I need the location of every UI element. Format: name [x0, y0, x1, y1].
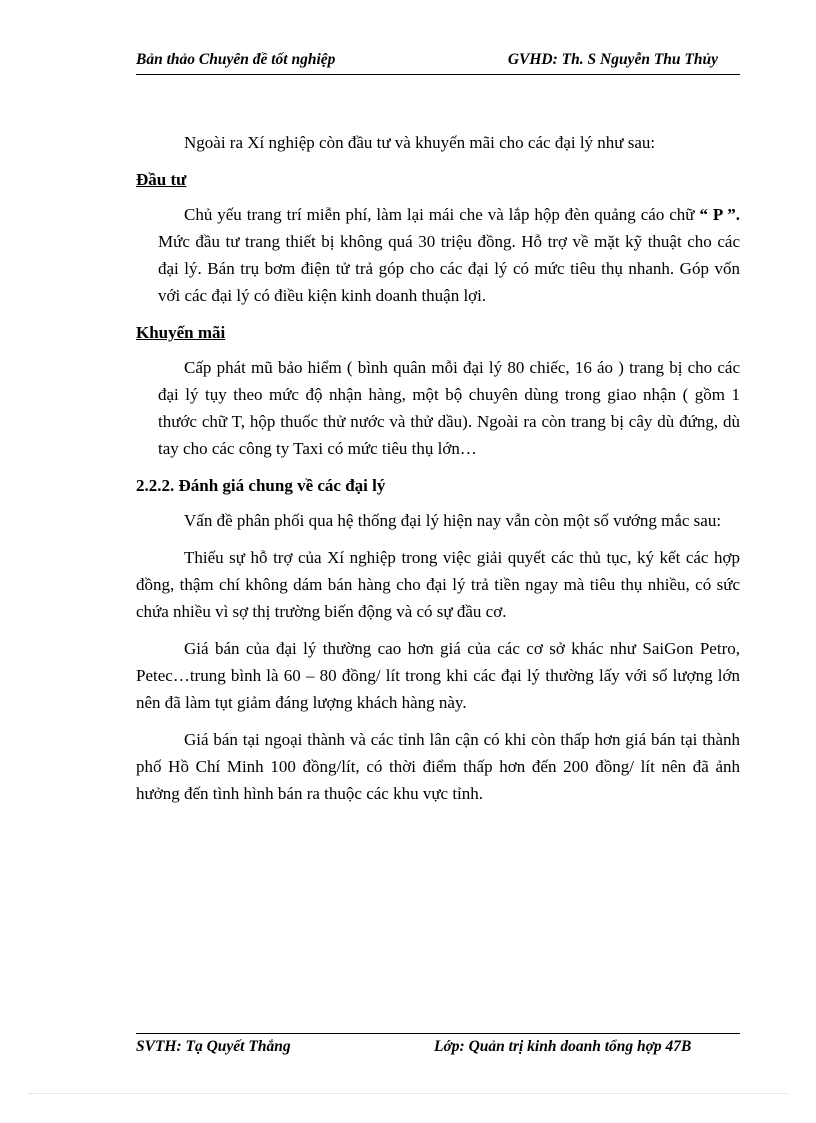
page-body	[136, 129, 740, 807]
investment-text-start: Chủ yếu trang trí miễn phí, làm lại mái che và lắp hộp đèn quảng cáo chữ	[184, 205, 700, 224]
investment-letter-p: “ P ”.	[699, 205, 740, 224]
intro-paragraph: Ngoài ra Xí nghiệp còn đầu tư và khuyến mãi cho các đại lý như sau:	[184, 133, 656, 152]
investment-paragraph	[136, 201, 740, 309]
section-heading: 2.2.2. Đánh giá chung về các đại lý	[136, 476, 386, 495]
header-supervisor: GVHD: Th. S Nguyễn Thu Thủy	[507, 51, 718, 68]
issue-paragraph-support: Thiếu sự hỗ trợ của Xí nghiệp trong việc giải quyết các thủ tục, ký kết các hợp đồng, thậm chí không dám bán hàng cho đại lý trả tiền ngay mà tiêu thụ nhiều, có sức chứa nhiều vì sợ thị trường biến động và có sự đầu cơ.	[136, 548, 740, 621]
heading-investment: Đầu tư	[136, 170, 187, 189]
page-header	[136, 48, 740, 75]
investment-text-end: Mức đầu tư trang thiết bị không quá 30 triệu đồng. Hỗ trợ về mặt kỹ thuật cho các đại lý. Bán trụ bơm điện tử trả góp cho các đại lý có mức tiêu thụ nhanh. Góp vốn với các đại lý có điều kiện kinh doanh thuận lợi.	[158, 232, 740, 305]
page-footer	[136, 1033, 740, 1055]
issue-intro-paragraph: Vấn đề phân phối qua hệ thống đại lý hiện nay vẫn còn một số vướng mắc sau:	[184, 511, 722, 530]
promotion-paragraph: Cấp phát mũ bảo hiểm ( bình quân mỗi đại lý 80 chiếc, 16 áo ) trang bị cho các đại lý tụy theo mức độ nhận hàng, một bộ chuyên dùng trong giao nhận ( gồm 1 thước chữ T, hộp thuốc thử nước và thử dầu). Ngoài ra còn trang bị cây dù đứng, dù tay cho các công ty Taxi có mức tiêu thụ lớn…	[158, 358, 740, 458]
header-document-title: Bản thảo Chuyên đề tốt nghiệp	[136, 51, 336, 68]
footer-student: SVTH: Tạ Quyết Thắng	[136, 1038, 291, 1055]
issue-paragraph-regional-price: Giá bán tại ngoại thành và các tỉnh lân cận có khi còn thấp hơn giá bán tại thành phố Hồ Chí Minh 100 đồng/lít, có thời điểm thấp hơn đến 200 đồng/ lít nên đã ảnh hưởng đến tình hình bán ra thuộc các khu vực tỉnh.	[136, 730, 740, 803]
heading-promotion: Khuyến mãi	[136, 323, 226, 342]
page-bottom-divider	[28, 1093, 788, 1094]
issue-paragraph-price: Giá bán của đại lý thường cao hơn giá của các cơ sở khác như SaiGon Petro, Petec…trung bình là 60 – 80 đồng/ lít trong khi các đại lý thường lấy với số lượng lớn nên đã làm tụt giảm đáng lượng khách hàng này.	[136, 639, 740, 712]
footer-class: Lớp: Quản trị kinh doanh tổng hợp 47B	[434, 1038, 692, 1055]
